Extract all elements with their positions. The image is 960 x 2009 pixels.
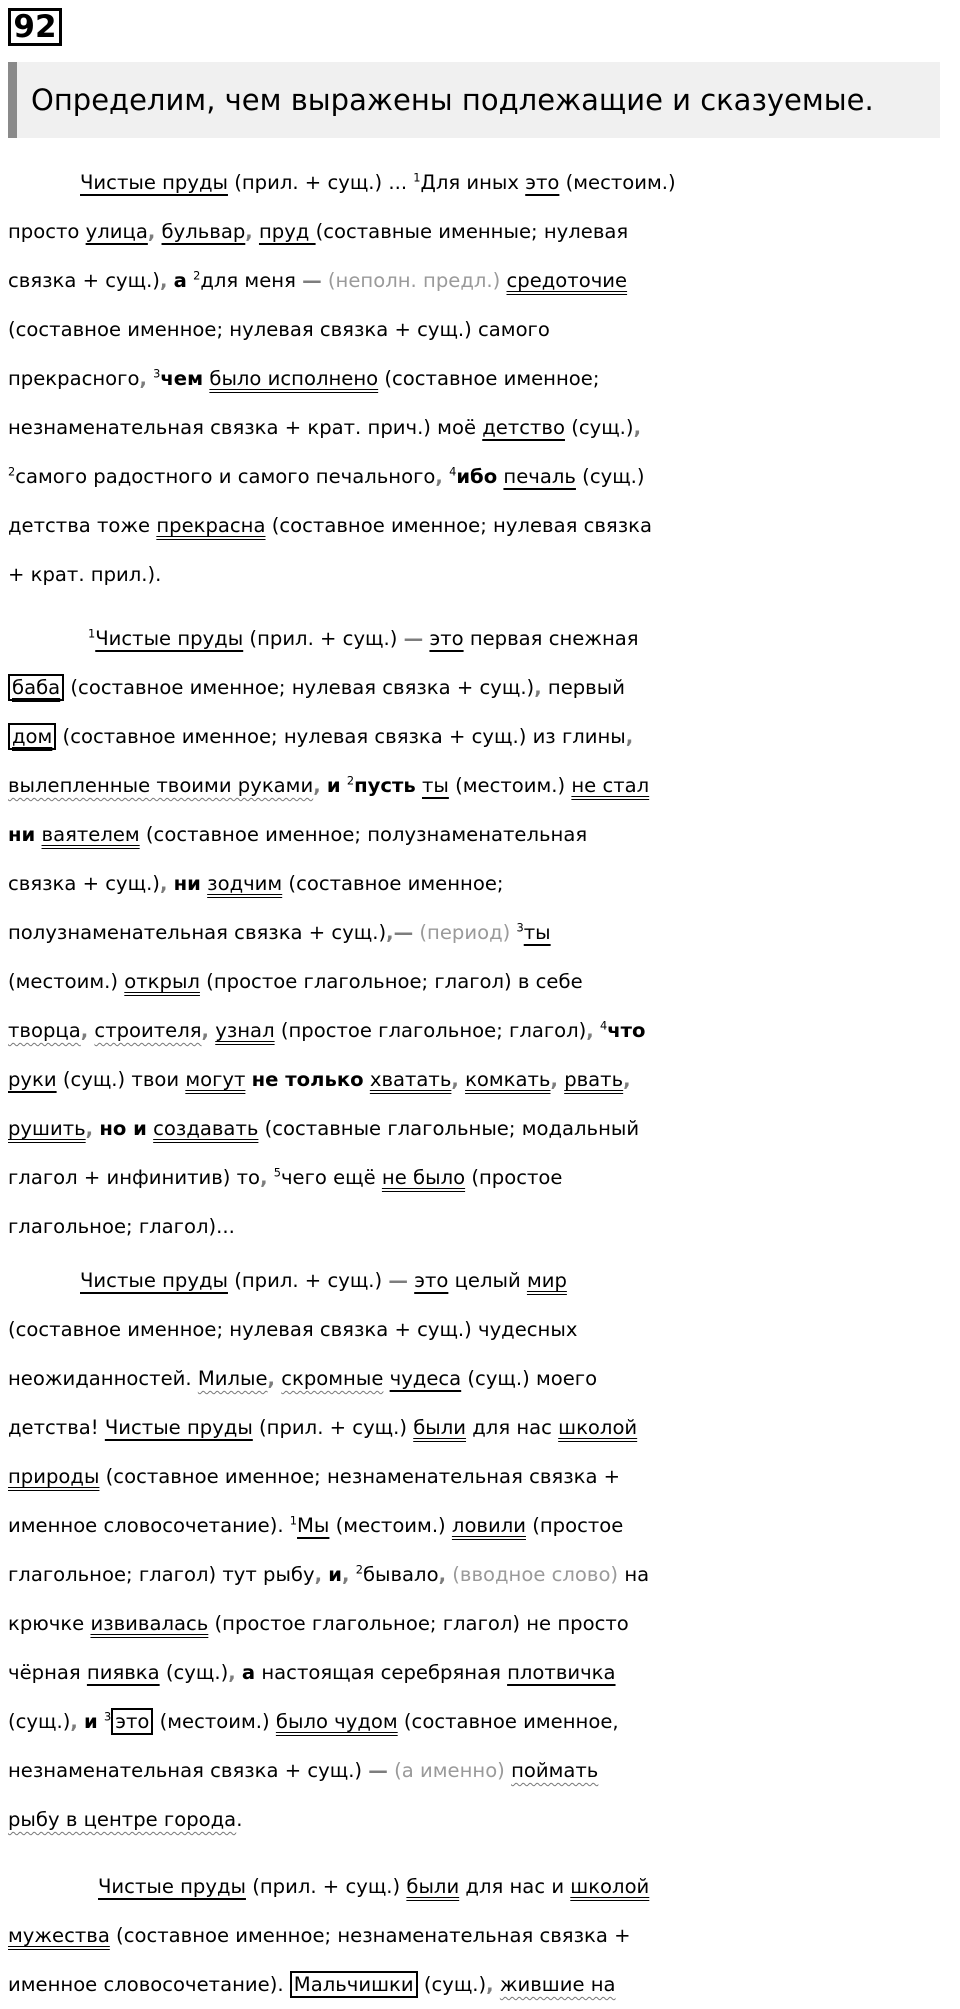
note: (период) xyxy=(413,921,517,944)
punctuation: , xyxy=(342,1563,350,1586)
text-line xyxy=(8,256,954,305)
predicate: могут xyxy=(185,1068,246,1091)
conjunction: и xyxy=(326,774,341,797)
clause-number: 1 xyxy=(88,626,96,641)
text: незнаменательная связка + сущ.) xyxy=(8,1759,369,1782)
text: для меня xyxy=(200,269,303,292)
subject: это xyxy=(414,1269,449,1292)
punctuation: , xyxy=(314,1563,323,1586)
text: (прил. + сущ.) xyxy=(252,1416,414,1439)
text: незнаменательная связка + крат. прич.) моё xyxy=(8,416,483,439)
predicate: прекрасна xyxy=(156,514,266,537)
clause-number: 1 xyxy=(413,170,421,185)
object: рыбу в центре города xyxy=(8,1808,237,1831)
predicate: мир xyxy=(526,1269,567,1292)
participial-phrase: вылепленные твоими руками xyxy=(8,774,314,797)
text-line xyxy=(8,1153,954,1202)
text: просто xyxy=(8,220,86,243)
predicate: комкать xyxy=(465,1068,551,1091)
text: Для иных xyxy=(420,171,526,194)
text-line xyxy=(8,712,954,761)
text: (прил. + сущ.) xyxy=(245,1875,407,1898)
predicate: было исполнено xyxy=(209,367,379,390)
conjunction: и xyxy=(84,1710,98,1733)
text: (составное именное; xyxy=(378,367,600,390)
text: чего ещё xyxy=(280,1166,382,1189)
text: (простое глагольное; глагол) xyxy=(274,1019,587,1042)
punctuation: , xyxy=(625,725,634,748)
text: (местоим.) xyxy=(8,970,125,993)
text-line xyxy=(8,1006,954,1055)
text: (составные именные; нулевая xyxy=(315,220,629,243)
predicate: ловили xyxy=(451,1514,526,1537)
punctuation: , xyxy=(435,465,443,488)
text: самого радостного и самого печального xyxy=(15,465,436,488)
paragraph-1 xyxy=(8,158,954,599)
text-line xyxy=(8,1550,954,1599)
clause-number: 1 xyxy=(289,1513,298,1528)
text-line xyxy=(8,614,954,663)
text: (простое xyxy=(525,1514,624,1537)
text-line: глагольное; глагол)... xyxy=(8,1215,235,1238)
text: чёрная xyxy=(8,1661,87,1684)
text: (сущ.) xyxy=(417,1973,487,1996)
text: (местоим.) xyxy=(329,1514,452,1537)
text-line xyxy=(8,1697,954,1746)
text: детства! xyxy=(8,1416,105,1439)
text: прекрасного xyxy=(8,367,140,390)
object: творца xyxy=(8,1019,81,1042)
text: именное словосочетание). xyxy=(8,1973,290,1996)
predicate: создавать xyxy=(153,1117,259,1140)
text: (составное именное, xyxy=(397,1710,619,1733)
text-line xyxy=(8,1452,954,1501)
predicate: природы xyxy=(8,1465,100,1488)
subject: Мы xyxy=(297,1514,330,1537)
predicate: дом xyxy=(8,723,56,750)
clause-number: 4 xyxy=(449,464,457,479)
predicate: извивалась xyxy=(90,1612,209,1635)
clause-number: 2 xyxy=(355,1562,363,1577)
text-line: + крат. прил.). xyxy=(8,563,162,586)
punctuation: , xyxy=(438,1563,447,1586)
object: строителя xyxy=(94,1019,202,1042)
subject: ты xyxy=(421,774,449,797)
exercise-number: 92 xyxy=(8,8,62,46)
text: именное словосочетание). xyxy=(8,1514,290,1537)
subject: это xyxy=(525,171,560,194)
text-line xyxy=(8,452,954,501)
text-line xyxy=(8,1599,954,1648)
text: связка + сущ.) xyxy=(8,269,160,292)
conjunction: но и xyxy=(99,1117,147,1140)
dash: — xyxy=(403,627,424,650)
text: (сущ.) xyxy=(564,416,634,439)
clause-number: 2 xyxy=(346,773,355,788)
text: (составные глагольные; модальный xyxy=(258,1117,640,1140)
clause-number: 2 xyxy=(193,268,201,283)
text: (составное именное; нулевая связка + сущ.) из глины xyxy=(56,725,626,748)
text: (прил. + сущ.) xyxy=(227,1269,389,1292)
subject: Мальчишки xyxy=(290,1971,418,1998)
text: (составное именное; нулевая связка xyxy=(265,514,652,537)
text: (сущ.) моего xyxy=(461,1367,598,1390)
text-line xyxy=(8,1960,954,2009)
conjunction: не только xyxy=(251,1068,364,1091)
punctuation: , xyxy=(139,367,147,390)
text: неожиданностей. xyxy=(8,1367,198,1390)
subject: пиявка xyxy=(86,1661,160,1684)
punctuation: , xyxy=(147,220,156,243)
subject: детство xyxy=(482,416,565,439)
punctuation: , xyxy=(201,1019,209,1042)
text-line xyxy=(8,158,954,207)
text: глагольное; глагол) тут рыбу xyxy=(8,1563,315,1586)
subject: бульвар xyxy=(161,220,246,243)
text: для нас xyxy=(466,1416,559,1439)
text: полузнаменательная связка + сущ.) xyxy=(8,921,387,944)
dash: — xyxy=(388,1269,408,1292)
conjunction: а xyxy=(173,269,187,292)
clause-number: 5 xyxy=(273,1165,281,1180)
text: первая снежная xyxy=(463,627,639,650)
punctuation: , xyxy=(451,1068,459,1091)
text-line xyxy=(8,761,954,810)
intro-banner: Определим, чем выражены подлежащие и сказуемые. xyxy=(8,62,940,138)
punctuation: , xyxy=(623,1068,631,1091)
punctuation: , xyxy=(534,676,542,699)
text-line xyxy=(8,1403,954,1452)
text: связка + сущ.) xyxy=(8,872,160,895)
text: (местоим.) xyxy=(153,1710,276,1733)
subject: ты xyxy=(523,921,551,944)
attribute: Милые xyxy=(197,1367,268,1390)
punctuation: , xyxy=(486,1973,494,1996)
participial-phrase: жившие на xyxy=(499,1973,616,1996)
text-line xyxy=(8,1256,954,1305)
predicate: школой xyxy=(558,1416,638,1439)
text-line xyxy=(8,908,954,957)
conjunction: ни xyxy=(173,872,201,895)
text-line xyxy=(8,1055,954,1104)
text: на xyxy=(624,1563,650,1586)
punctuation: , xyxy=(159,872,168,895)
text-line xyxy=(8,1501,954,1550)
clause-number: 2 xyxy=(8,464,16,479)
text: настоящая серебряная xyxy=(255,1661,508,1684)
text-line xyxy=(8,1354,954,1403)
paragraph-2 xyxy=(8,614,954,1251)
predicate: открыл xyxy=(124,970,200,993)
paragraph-3 xyxy=(8,1256,954,1844)
paragraph-4 xyxy=(8,1862,954,2009)
text-line xyxy=(8,501,954,550)
punctuation: , xyxy=(313,774,321,797)
note: (вводное слово) xyxy=(446,1563,625,1586)
predicate: узнал xyxy=(215,1019,275,1042)
text: бывало xyxy=(362,1563,439,1586)
text-line xyxy=(8,957,954,1006)
text: первый xyxy=(541,676,625,699)
predicate: были xyxy=(406,1875,460,1898)
subject: Чистые пруды xyxy=(104,1416,253,1439)
text: (составное именное; незнаменательная связка + xyxy=(99,1465,621,1488)
punctuation: , xyxy=(267,1367,275,1390)
subject: чудеса xyxy=(389,1367,462,1390)
predicate: зодчим xyxy=(207,872,283,895)
text: (простое глагольное; глагол) в себе xyxy=(199,970,583,993)
text: (простое xyxy=(465,1166,563,1189)
note: (неполн. предл.) xyxy=(321,269,507,292)
subject: это xyxy=(429,627,464,650)
conjunction: пусть xyxy=(354,774,416,797)
clause-number: 4 xyxy=(599,1018,608,1033)
subject: пруд xyxy=(258,220,316,243)
punctuation: , xyxy=(260,1166,268,1189)
text-line: (составное именное; нулевая связка + сущ.) чудесных xyxy=(8,1318,578,1341)
punctuation: , xyxy=(70,1710,78,1733)
conjunction: что xyxy=(607,1019,646,1042)
text: (сущ.) xyxy=(8,1710,71,1733)
clause-number: 3 xyxy=(153,366,161,381)
text-line xyxy=(8,810,954,859)
text: целый xyxy=(448,1269,527,1292)
punctuation: , xyxy=(228,1661,236,1684)
text-line xyxy=(8,403,954,452)
text-line xyxy=(8,1104,954,1153)
punctuation: , xyxy=(85,1117,94,1140)
text-line: (составное именное; нулевая связка + сущ.) самого xyxy=(8,318,550,341)
text: (составное именное; нулевая связка + сущ.) xyxy=(64,676,535,699)
predicate: мужества xyxy=(8,1924,110,1947)
conjunction: ибо xyxy=(456,465,498,488)
subject: Чистые пруды xyxy=(80,1269,228,1292)
subject: Чистые пруды xyxy=(80,171,228,194)
subject: улица xyxy=(85,220,148,243)
predicate: средоточие xyxy=(506,269,628,292)
predicate: рушить xyxy=(8,1117,86,1140)
text: (прил. + сущ.) xyxy=(243,627,404,650)
punctuation: , xyxy=(245,220,253,243)
text: (сущ.) твои xyxy=(56,1068,186,1091)
text: (местоим.) xyxy=(559,171,676,194)
subject: Чистые пруды xyxy=(95,627,244,650)
text: (составное именное; незнаменательная связка + xyxy=(109,1924,631,1947)
predicate: баба xyxy=(8,674,64,701)
conjunction: а xyxy=(241,1661,256,1684)
clause-number: 3 xyxy=(104,1709,112,1724)
dash: — xyxy=(368,1759,388,1782)
conjunction: чем xyxy=(160,367,204,390)
text-line xyxy=(8,1862,954,1911)
text: для нас и xyxy=(459,1875,571,1898)
predicate: ваятелем xyxy=(41,823,140,846)
text: детства тоже xyxy=(8,514,157,537)
subject: руки xyxy=(8,1068,57,1091)
text-line xyxy=(8,1911,954,1960)
subject: печаль xyxy=(503,465,576,488)
predicate: не было xyxy=(381,1166,466,1189)
text: (составное именное; xyxy=(282,872,504,895)
text-line xyxy=(8,663,954,712)
note: (а именно) xyxy=(387,1759,512,1782)
punctuation: , xyxy=(80,1019,89,1042)
predicate: было чудом xyxy=(275,1710,398,1733)
text: (сущ.) xyxy=(575,465,645,488)
predicate: рвать xyxy=(564,1068,624,1091)
text: крючке xyxy=(8,1612,91,1635)
subject: Чистые пруды xyxy=(98,1875,246,1898)
predicate: школой xyxy=(570,1875,650,1898)
text: (местоим.) xyxy=(448,774,572,797)
text: (прил. + сущ.) ... xyxy=(227,171,414,194)
dash: ,— xyxy=(386,921,414,944)
text-line xyxy=(8,1648,954,1697)
text: (составное именное; полузнаменательная xyxy=(139,823,588,846)
punctuation: , xyxy=(550,1068,558,1091)
text-line xyxy=(8,1746,954,1795)
conjunction: и xyxy=(328,1563,343,1586)
text: (сущ.) xyxy=(159,1661,229,1684)
punctuation: , xyxy=(159,269,168,292)
predicate: были xyxy=(413,1416,467,1439)
predicate: не стал xyxy=(571,774,650,797)
text-line xyxy=(8,354,954,403)
attribute: скромные xyxy=(281,1367,384,1390)
text-line xyxy=(8,1795,954,1844)
text: . xyxy=(236,1808,243,1831)
object: поймать xyxy=(511,1759,599,1782)
punctuation: , xyxy=(633,416,642,439)
clause-number: 3 xyxy=(516,920,524,935)
predicate: хватать xyxy=(369,1068,452,1091)
text: (простое глагольное; глагол) не просто xyxy=(208,1612,629,1635)
text: глагол + инфинитив) то xyxy=(8,1166,261,1189)
conjunction: ни xyxy=(8,823,36,846)
subject: это xyxy=(111,1708,153,1735)
text-line xyxy=(8,207,954,256)
text-line xyxy=(8,859,954,908)
subject: плотвичка xyxy=(507,1661,616,1684)
dash: — xyxy=(302,269,322,292)
punctuation: , xyxy=(586,1019,594,1042)
